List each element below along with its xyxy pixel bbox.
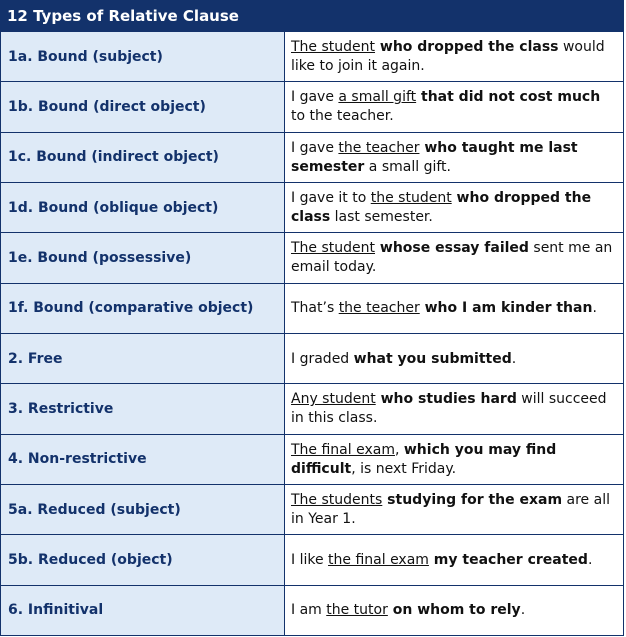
example-text xyxy=(291,139,617,177)
example-text xyxy=(291,239,617,277)
head-noun: the teacher xyxy=(338,139,420,156)
example-sentence xyxy=(285,334,623,383)
head-noun: a small gift xyxy=(338,89,417,106)
table-row xyxy=(1,233,623,282)
relative-clause: who dropped the class xyxy=(375,39,559,56)
table-row xyxy=(1,32,623,81)
head-noun: the tutor xyxy=(326,602,388,619)
clause-type-label: 1c. Bound (indirect object) xyxy=(1,133,284,182)
sentence-text: are all in Year 1. xyxy=(291,492,610,528)
relative-clause: who taught me last semester xyxy=(291,139,578,175)
table-title: 12 Types of Relative Clause xyxy=(1,1,623,32)
head-noun: The students xyxy=(291,492,383,509)
clause-type-label: 1e. Bound (possessive) xyxy=(1,233,284,282)
relative-clause: who studies hard xyxy=(375,391,517,408)
example-sentence xyxy=(285,384,623,433)
clause-type-label: 5a. Reduced (subject) xyxy=(1,485,284,534)
clause-type-label: 1b. Bound (direct object) xyxy=(1,82,284,131)
head-noun: the final exam xyxy=(328,551,429,568)
relative-clause: what you submitted xyxy=(353,350,512,367)
clause-type-label: 6. Infinitival xyxy=(1,586,284,635)
table-row xyxy=(1,133,623,182)
sentence-text: I like xyxy=(291,551,329,568)
example-text xyxy=(291,88,617,126)
example-text xyxy=(291,350,617,369)
sentence-text: . xyxy=(587,551,593,568)
sentence-text: That’s xyxy=(291,300,339,317)
table-row xyxy=(1,183,623,232)
example-text xyxy=(291,601,617,620)
example-text xyxy=(291,390,617,428)
table-row xyxy=(1,485,623,534)
table-row xyxy=(1,586,623,635)
example-text xyxy=(291,441,617,479)
sentence-text: I graded xyxy=(291,350,354,367)
table-row xyxy=(1,82,623,131)
sentence-text: will succeed in this class. xyxy=(291,391,607,427)
example-sentence xyxy=(285,133,623,182)
example-text xyxy=(291,491,617,529)
relative-clause: on whom to rely xyxy=(387,602,521,619)
sentence-text: . xyxy=(520,602,526,619)
example-sentence xyxy=(285,183,623,232)
example-sentence xyxy=(285,32,623,81)
clause-type-label: 1f. Bound (comparative object) xyxy=(1,284,284,333)
head-noun: The student xyxy=(291,240,376,257)
example-sentence xyxy=(285,435,623,484)
sentence-text: . xyxy=(592,300,597,317)
head-noun: the student xyxy=(370,190,452,207)
relative-clause: who dropped the class xyxy=(291,190,592,226)
clause-type-label: 5b. Reduced (object) xyxy=(1,535,284,584)
relative-clause: which you may find difficult xyxy=(291,441,557,477)
sentence-text: sent me an email today. xyxy=(291,240,613,276)
relative-clause: that did not cost much xyxy=(416,89,601,106)
sentence-text: last semester. xyxy=(330,209,433,226)
table-row xyxy=(1,384,623,433)
table-row xyxy=(1,535,623,584)
sentence-text: would like to join it again. xyxy=(291,39,605,75)
sentence-text: to the teacher. xyxy=(291,108,394,125)
table-body xyxy=(1,32,623,635)
clause-type-label: 1d. Bound (oblique object) xyxy=(1,183,284,232)
head-noun: The final exam xyxy=(291,441,395,458)
table-row xyxy=(1,284,623,333)
example-sentence xyxy=(285,284,623,333)
example-sentence xyxy=(285,586,623,635)
relative-clause: studying for the exam xyxy=(382,492,563,509)
clause-type-label: 3. Restrictive xyxy=(1,384,284,433)
sentence-text: . xyxy=(511,350,517,367)
clause-type-label: 2. Free xyxy=(1,334,284,383)
sentence-text: a small gift. xyxy=(364,158,451,175)
table-row xyxy=(1,435,623,484)
sentence-text: , xyxy=(394,441,404,458)
sentence-text: I am xyxy=(291,602,327,619)
relative-clause: who I am kinder than xyxy=(419,300,593,317)
clause-type-label: 4. Non-restrictive xyxy=(1,435,284,484)
example-sentence xyxy=(285,82,623,131)
sentence-text: I gave xyxy=(291,139,339,156)
relative-clause: my teacher created xyxy=(428,551,588,568)
head-noun: Any student xyxy=(291,391,376,408)
head-noun: The student xyxy=(291,39,376,56)
sentence-text: , is next Friday. xyxy=(351,460,457,477)
example-text xyxy=(291,299,617,318)
sentence-text: I gave xyxy=(291,89,339,106)
clause-type-label: 1a. Bound (subject) xyxy=(1,32,284,81)
table-row xyxy=(1,334,623,383)
sentence-text: I gave it to xyxy=(291,190,371,207)
head-noun: the teacher xyxy=(338,300,420,317)
example-text xyxy=(291,551,617,570)
example-text xyxy=(291,38,617,76)
example-sentence xyxy=(285,485,623,534)
example-text xyxy=(291,189,617,227)
example-sentence xyxy=(285,535,623,584)
example-sentence xyxy=(285,233,623,282)
relative-clause: whose essay failed xyxy=(375,240,529,257)
